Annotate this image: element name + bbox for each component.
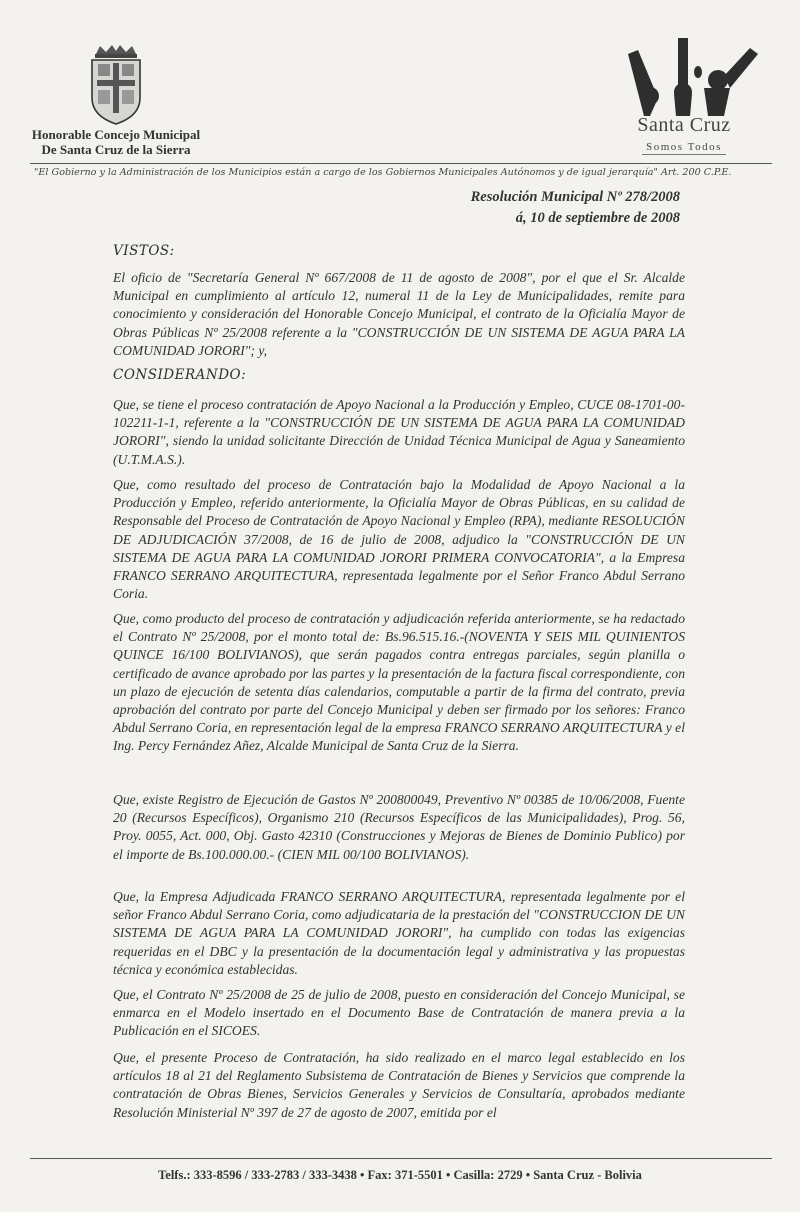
paragraph-considerando-3: Que, como producto del proceso de contratación y adjudicación referida anteriormente, se ha redactado el Contrato Nº 25/2008, por el monto total de: Bs.96.515.16.-(NOVENTA Y SEIS MIL QUINIENTOS QUINCE 16/100 BOLIVIANOS), que serán pagados contra entregas parciales, según planilla o certificado de avance aprobado por las partes y la presentación de la factura fiscal correspondiente, con un plazo de ejecución de setenta días calendarios, computable a partir de la firma del contrato, previa aprobación del contrato por parte del Concejo Municipal y deben ser firmado por los señores: Franco Abdul Serrano Coria, en representación legal de la empresa FRANCO SERRANO ARQUITECTURA y el Ing. Percy Fernández Añez, Alcalde Municipal de Santa Cruz de la Sierra. bbox=[113, 611, 685, 754]
paragraph-considerando-1: Que, se tiene el proceso contratación de Apoyo Nacional a la Producción y Empleo, CUCE 08-1701-00-102211-1-1, referente a la "CONSTRUCCIÓN DE UN SISTEMA DE AGUA PARA LA COMUNIDAD JORORI", siendo la unidad solicitante Dirección de Unidad Técnica Municipal de Agua y Saneamiento (U.T.M.A.S.). bbox=[113, 397, 685, 467]
santa-cruz-logo-icon bbox=[620, 36, 760, 118]
paragraph-considerando-7: Que, el presente Proceso de Contratación, ha sido realizado en el marco legal establecido en los artículos 18 al 21 del Reglamento Subsistema de Contratación de Bienes y Servicios que comprende la contratación de Obras Bienes, Servicios Generales y Servicios de Consultaría, aprobados mediante Resolución Ministerial Nº 397 de 27 de agosto de 2007, emitida por el bbox=[113, 1050, 685, 1120]
footer-contact: Telfs.: 333-8596 / 333-2783 / 333-3438 • Fax: 371-5501 • Casilla: 2729 • Santa Cruz - Bolivia bbox=[158, 1168, 642, 1182]
brand-tagline: Somos Todos bbox=[642, 141, 726, 155]
vistos-heading: VISTOS: bbox=[113, 243, 175, 259]
brand-name: Santa Cruz bbox=[637, 114, 731, 136]
paragraph-vistos: El oficio de "Secretaría General Nº 667/2008 de 11 de agosto de 2008", por el que el Sr. Alcalde Municipal en cumplimiento al artículo 12, numeral 11 de la Ley de Municipalidades, remite para conocimiento y consideración del Honorable Concejo Municipal, el contrato de la Oficialía Mayor de Obras Públicas Nº 25/2008 referente a la "CONSTRUCCIÓN DE UN SISTEMA DE AGUA PARA LA COMUNIDAD JORORI"; y, bbox=[113, 270, 685, 358]
paragraph-considerando-6: Que, el Contrato Nº 25/2008 de 25 de julio de 2008, puesto en consideración del Concejo Municipal, se enmarca en el Modelo insertado en el Documento Base de Contratación de manera previa a la Publicación en el SICOES. bbox=[113, 987, 685, 1039]
council-name-line2: De Santa Cruz de la Sierra bbox=[41, 142, 191, 157]
paragraph-considerando-4: Que, existe Registro de Ejecución de Gastos Nº 200800049, Preventivo Nº 00385 de 10/06/2008, Fuente 20 (Recursos Específicos), Organismo 210 (Recursos Específicos de las Municipalidades), Prog. 56, Proy. 0055, Act. 000, Obj. Gasto 42310 (Construcciones y Mejoras de Bienes de Dominio Publico) por el importe de Bs.100.000.00.- (CIEN MIL 00/100 BOLIVIANOS). bbox=[113, 792, 685, 862]
resolution-number: Resolución Municipal Nº 278/2008 bbox=[470, 189, 680, 205]
paragraph-considerando-2: Que, como resultado del proceso de Contratación bajo la Modalidad de Apoyo Nacional a la Producción y Empleo, referido anteriormente, la Oficialía Mayor de Obras Públicas, en su calidad de Responsable del Proceso de Contratación de Apoyo Nacional y Empleo (RPA), mediante RESOLUCIÓN DE ADJUDICACIÓN 37/2008, de 16 de julio de 2008, adjudico la "CONSTRUCCIÓN DE UN SISTEMA DE AGUA PARA LA COMUNIDAD JORORI PRIMERA CONVOCATORIA", a la Empresa FRANCO SERRANO ARQUITECTURA, representada legalmente por el Señor Franco Abdul Serrano Coria. bbox=[113, 477, 685, 602]
brand-block bbox=[598, 114, 770, 155]
municipal-crest-icon bbox=[86, 44, 146, 126]
council-name-line1: Honorable Concejo Municipal bbox=[31, 127, 201, 142]
header-divider bbox=[30, 163, 772, 164]
paragraph-considerando-5: Que, la Empresa Adjudicada FRANCO SERRANO ARQUITECTURA, representada legalmente por el señor Franco Abdul Serrano Coria, como adjudicataria de la prestación del "CONSTRUCCION DE UN SISTEMA DE AGUA PARA LA COMUNIDAD JORORI", ha cumplido con todas las exigencias requeridas en el DBC y la presentación de la documentación legal y administrativa y las propuestas técnica y económica establecidas. bbox=[113, 889, 685, 977]
resolution-date: á, 10 de septiembre de 2008 bbox=[515, 210, 680, 226]
constitution-quote: "El Gobierno y la Administración de los Municipios están a cargo de los Gobiernos Municipales Autónomos y de igual jerarquía" Art. 200 C.P.E. bbox=[34, 167, 732, 178]
footer-divider bbox=[30, 1158, 772, 1159]
considerando-heading: CONSIDERANDO: bbox=[113, 367, 247, 383]
